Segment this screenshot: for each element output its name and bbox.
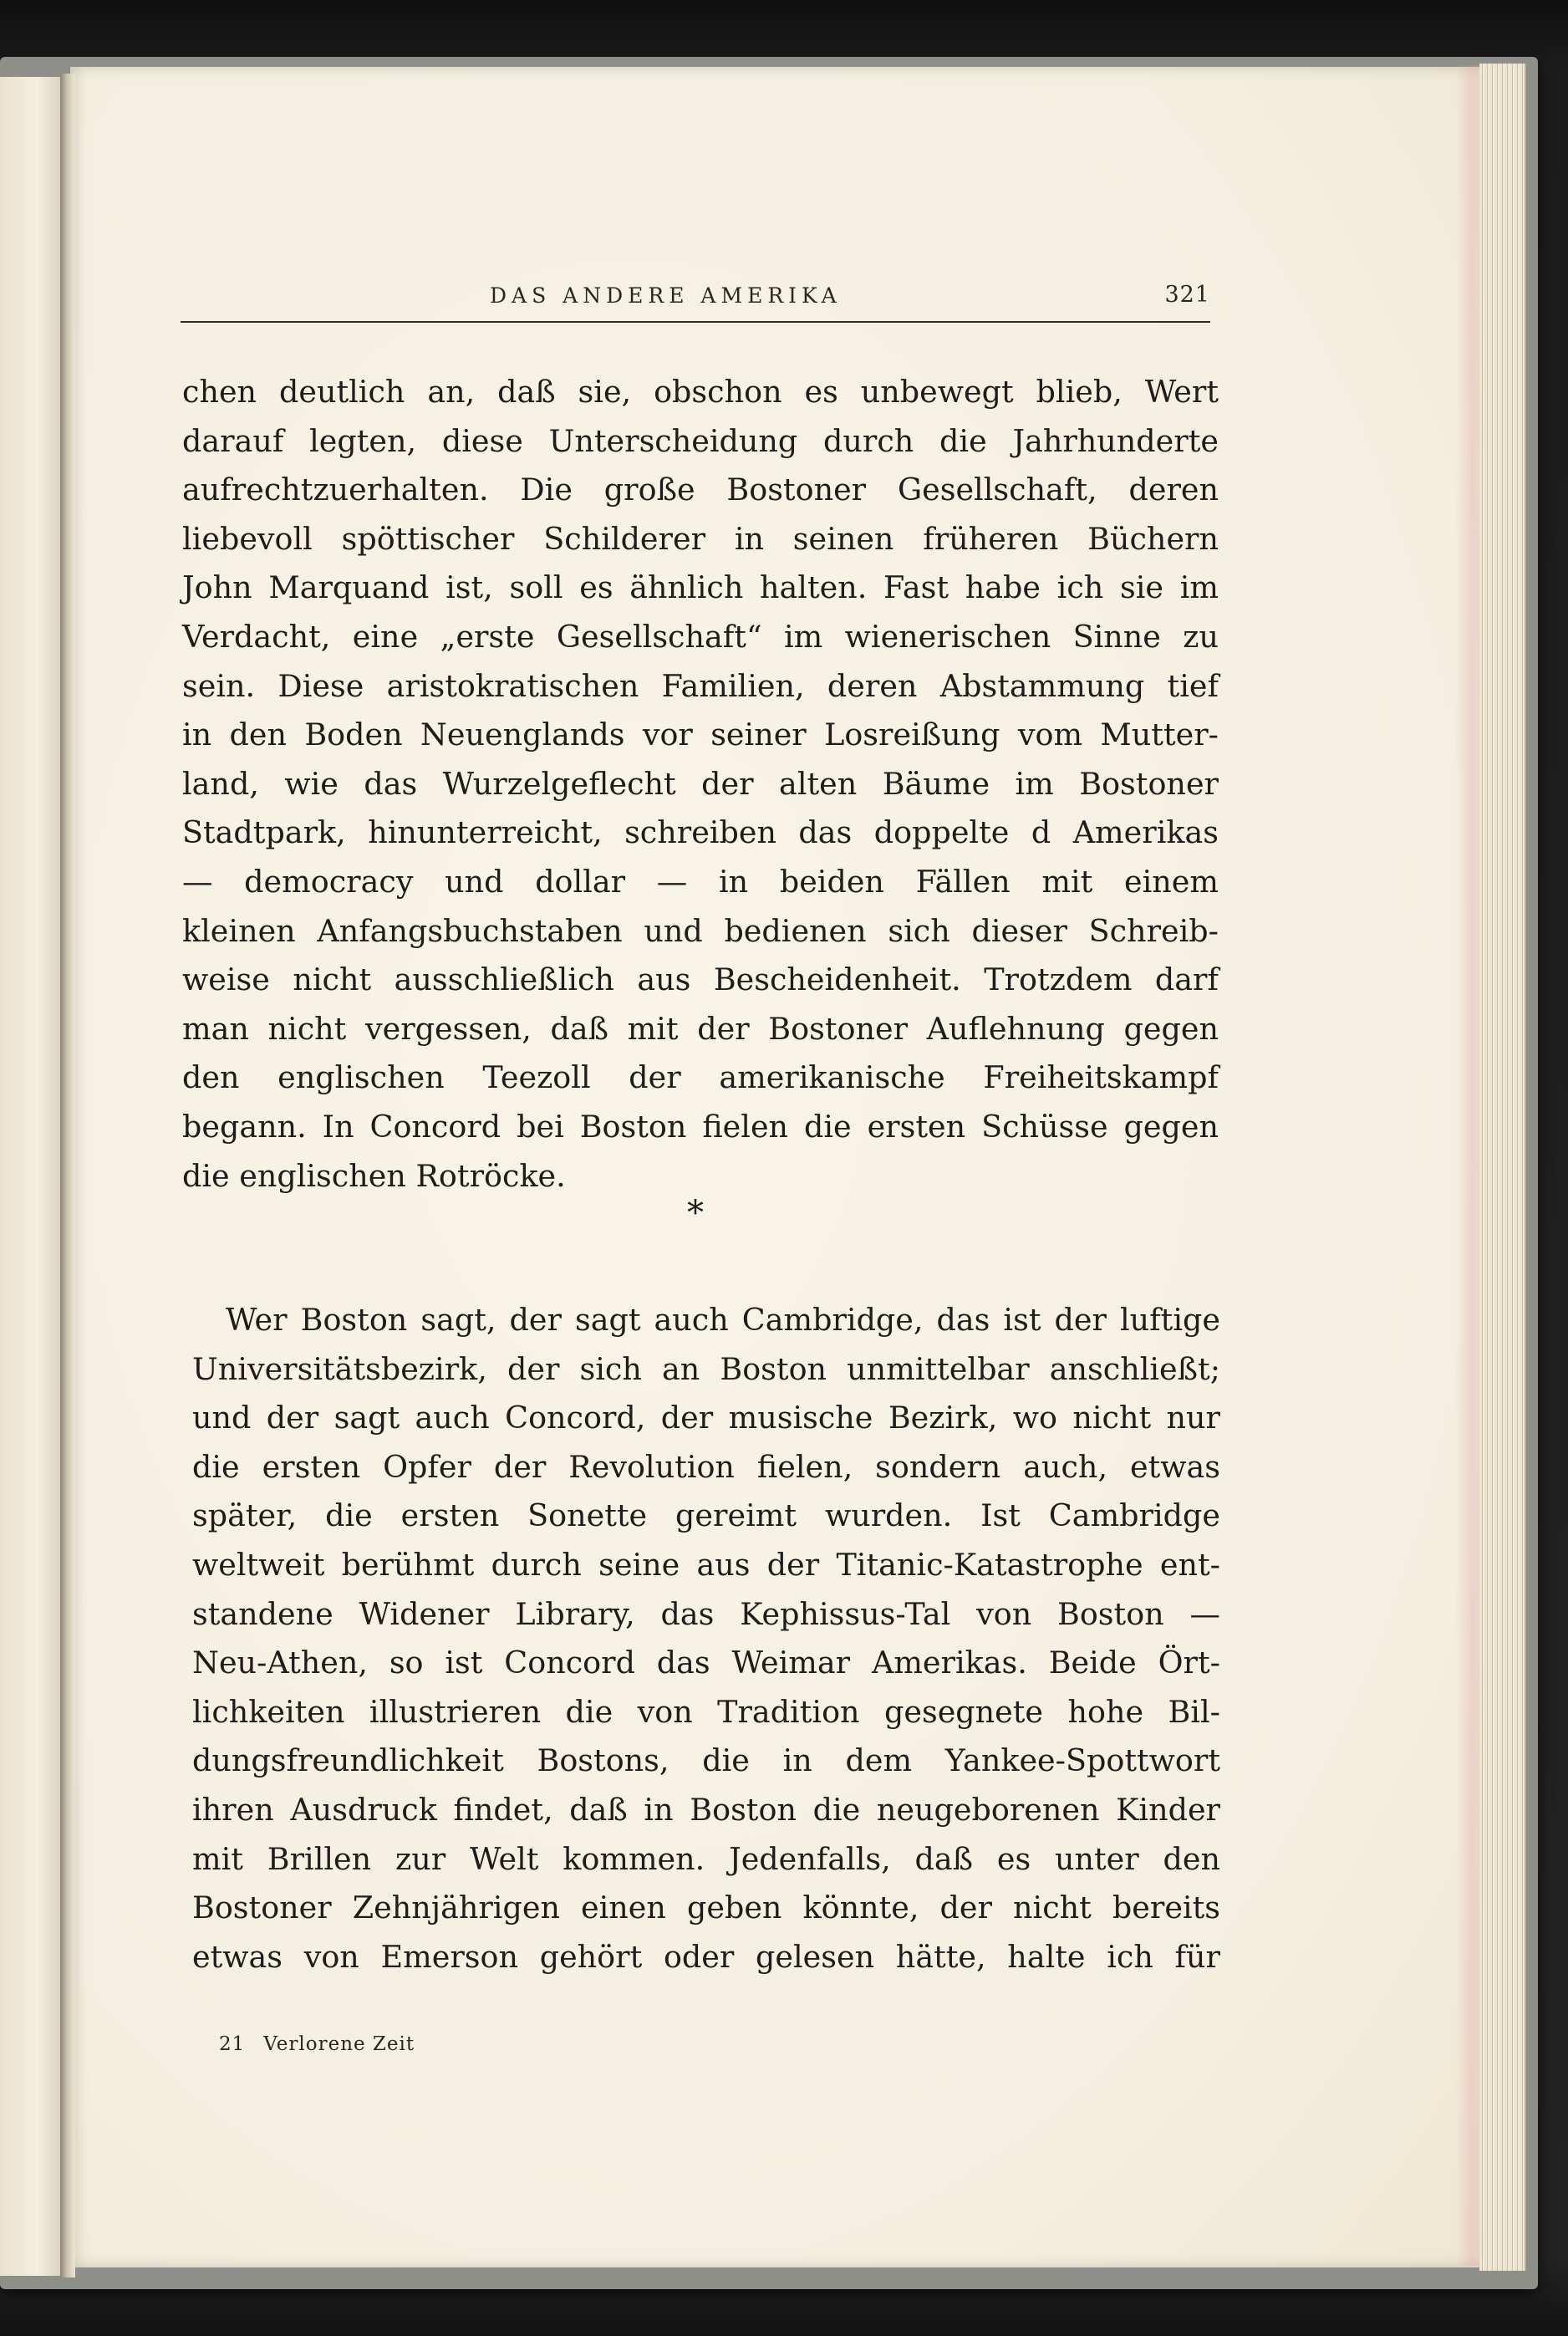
text-line: die ersten Opfer der Revolution fielen, sondern auch, etwas [192,1448,1220,1485]
text-line: weltweit berühmt durch seine aus der Titanic-Katastrophe ent- [192,1546,1220,1583]
section-break-asterisk: * [687,1194,704,1232]
text-line: Bostoner Zehnjährigen einen geben könnte, der nicht bereits [192,1890,1220,1926]
text-line: die englischen Rotröcke. [182,1157,566,1194]
text-line: land, wie das Wurzelgeflecht der alten Bäume im Bostoner [182,765,1219,802]
text-line: John Marquand ist, soll es ähnlich halten. Fast habe ich sie im [182,569,1219,606]
header-rule [181,321,1210,323]
text-line: mit Brillen zur Welt kommen. Jedenfalls, daß es unter den [192,1840,1220,1877]
signature-title: Verlorene Zeit [263,2033,415,2055]
text-line: Universitätsbezirk, der sich an Boston unmittelbar anschließt; [192,1350,1220,1387]
text-line: den englischen Teezoll der amerikanische Freiheitskampf [182,1059,1219,1096]
text-line: aufrechtzuerhalten. Die große Bostoner Gesellschaft, deren [182,472,1219,508]
text-line: weise nicht ausschließlich aus Bescheidenheit. Trotzdem darf [182,961,1219,998]
running-header [181,280,1210,322]
text-line: Verdacht, eine „erste Gesellschaft“ im wienerischen Sinne zu [182,618,1219,655]
text-line: und der sagt auch Concord, der musische Bezirk, wo nicht nur [192,1400,1220,1436]
text-line: darauf legten, diese Unterscheidung durch die Jahrhunderte [182,422,1219,459]
text-line: später, die ersten Sonette gereimt wurden. Ist Cambridge [192,1497,1220,1534]
text-line: standene Widener Library, das Kephissus-Tal von Boston — [192,1595,1220,1632]
text-line: lichkeiten illustrieren die von Tradition gesegnete hohe Bil- [192,1693,1220,1730]
facing-page-edge [0,77,62,2276]
text-line: etwas von Emerson gehört oder gelesen hätte, halte ich für [192,1938,1220,1975]
text-line: man nicht vergessen, daß mit der Bostoner Auflehnung gegen [182,1010,1219,1047]
text-line: ihren Ausdruck findet, daß in Boston die neugeborenen Kinder [192,1791,1220,1828]
signature-number: 21 [219,2033,246,2055]
book-gutter [60,74,75,2277]
paragraph-2 [192,1296,1220,1982]
text-line: in den Boden Neuenglands vor seiner Losreißung vom Mutter- [182,717,1219,753]
page-number: 321 [1164,282,1210,308]
text-line: begann. In Concord bei Boston fielen die ersten Schüsse gegen [182,1108,1219,1145]
text-line: chen deutlich an, daß sie, obschon es unbewegt blieb, Wert [182,374,1219,410]
text-line: Wer Boston sagt, der sagt auch Cambridge, das ist der luftige [226,1302,1220,1338]
text-line: Stadtpark, hinunterreicht, schreiben das doppelte d Amerikas [182,814,1219,851]
printer-signature [219,2033,415,2055]
text-line: kleinen Anfangsbuchstaben und bedienen sich dieser Schreib- [182,912,1219,949]
text-line: Neu-Athen, so ist Concord das Weimar Amerikas. Beide Ört- [192,1645,1220,1681]
text-line: liebevoll spöttischer Schilderer in seinen früheren Büchern [182,520,1219,557]
text-line: — democracy und dollar — in beiden Fällen mit einem [182,863,1219,900]
paragraph-1 [182,368,1219,1201]
text-line: sein. Diese aristokratischen Familien, deren Abstammung tief [182,667,1219,704]
text-line: dungsfreundlichkeit Bostons, die in dem Yankee-Spottwort [192,1742,1220,1779]
running-title: DAS ANDERE AMERIKA [490,283,842,308]
page-stack-edges [1479,64,1526,2271]
